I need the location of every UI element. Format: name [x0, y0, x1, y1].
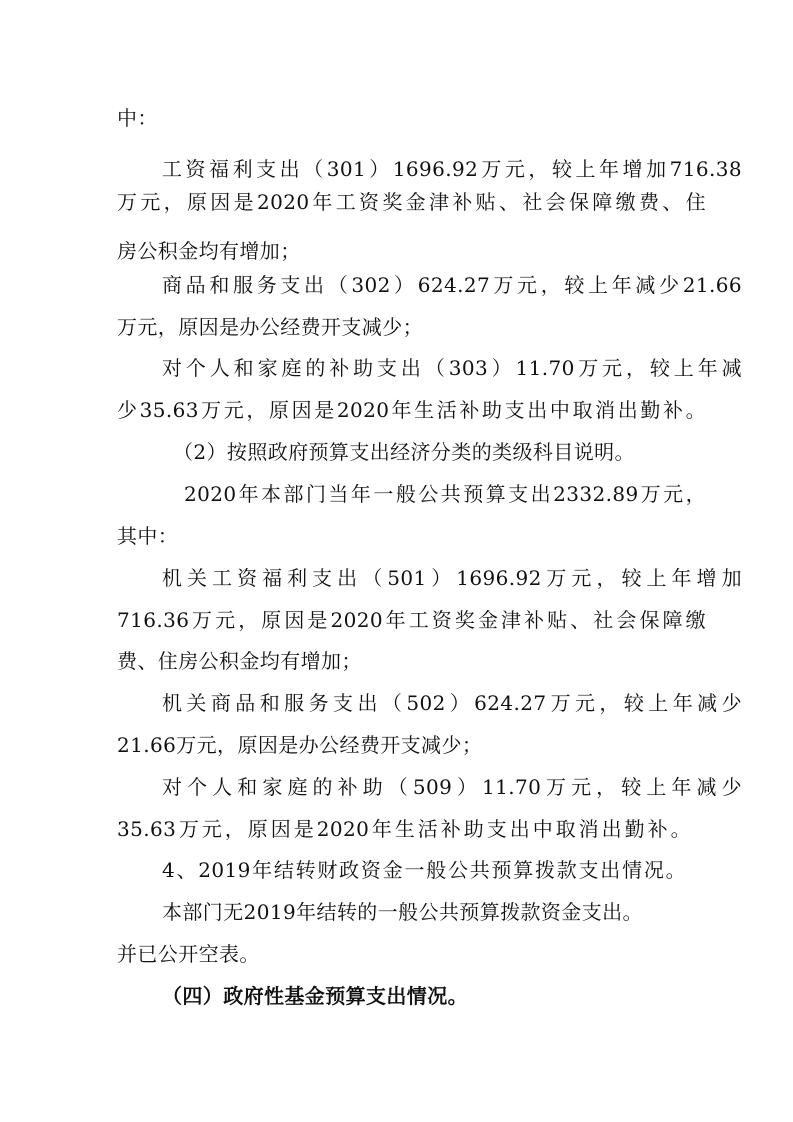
text-line-7: 对个人和家庭的补助支出（303）11.70万元，较上年减 [162, 356, 742, 380]
text-line-13: 716.36万元，原因是2020年工资奖金津补贴、社会保障缴 [117, 608, 706, 632]
text-line-6: 万元，原因是办公经费开支减少； [117, 315, 423, 339]
text-line-2: 工资福利支出（301）1696.92万元，较上年增加716.38 [162, 157, 742, 181]
text-line-21: 并已公开空表。 [117, 942, 260, 966]
text-line-9: （2）按照政府预算支出经济分类的类级科目说明。 [173, 440, 635, 464]
text-line-5: 商品和服务支出（302）624.27万元，较上年减少21.66 [162, 273, 742, 297]
text-line-18: 35.63万元，原因是2020年生活补助支出中取消出勤补。 [117, 817, 691, 841]
text-line-3: 万元，原因是2020年工资奖金津补贴、社会保障缴费、住 [117, 190, 706, 214]
text-line-11: 其中： [117, 524, 179, 548]
text-line-1: 中： [117, 106, 158, 130]
text-line-15: 机关商品和服务支出（502）624.27万元，较上年减少 [162, 691, 742, 715]
text-line-10: 2020年本部门当年一般公共预算支出2332.89万元， [184, 482, 706, 506]
text-line-17: 对个人和家庭的补助（509）11.70万元，较上年减少 [162, 775, 742, 799]
text-line-16: 21.66万元，原因是办公经费开支减少； [117, 733, 483, 757]
text-line-12: 机关工资福利支出（501）1696.92万元，较上年增加 [162, 566, 742, 590]
text-line-19: 4、2019年结转财政资金一般公共预算拨款支出情况。 [162, 858, 686, 882]
text-line-4: 房公积金均有增加； [117, 239, 301, 263]
text-line-8: 少35.63万元，原因是2020年生活补助支出中取消出勤补。 [117, 398, 706, 422]
text-line-20: 本部门无2019年结转的一般公共预算拨款资金支出。 [162, 900, 643, 924]
text-line-14: 费、住房公积金均有增加； [117, 649, 362, 673]
section-heading-government-fund: （四）政府性基金预算支出情况。 [162, 984, 468, 1008]
